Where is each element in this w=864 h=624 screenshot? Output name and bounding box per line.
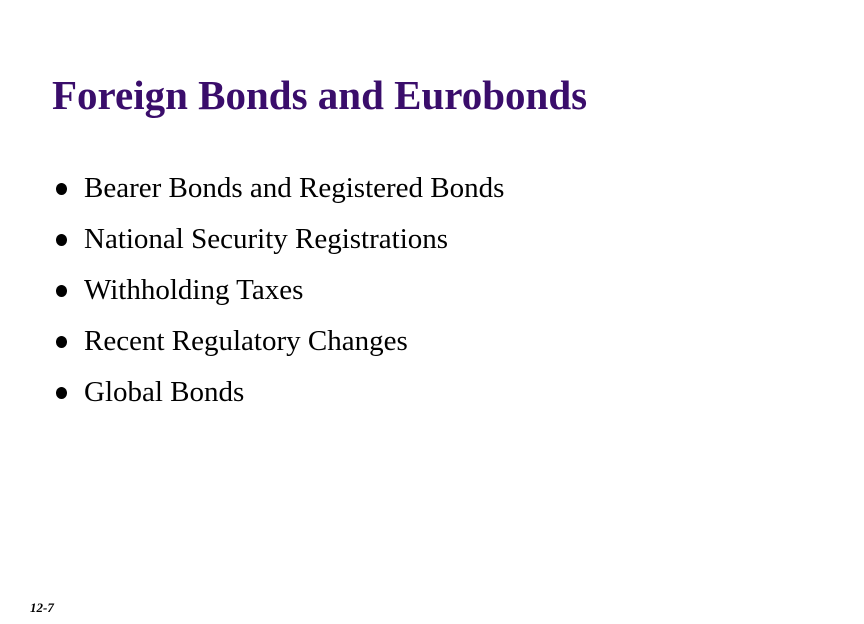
bullet-item <box>52 163 504 214</box>
bullet-text: National Security Registrations <box>84 223 449 255</box>
bullet-text: Recent Regulatory Changes <box>84 325 408 357</box>
bullet-icon <box>56 183 67 195</box>
bullet-icon <box>56 285 67 297</box>
bullet-text: Withholding Taxes <box>84 274 304 306</box>
bullet-text: Global Bonds <box>84 376 245 408</box>
page-number: 12-7 <box>30 600 54 615</box>
bullet-item <box>52 214 504 265</box>
bullet-icon <box>56 387 67 399</box>
bullet-icon <box>56 336 67 348</box>
bullet-text: Bearer Bonds and Registered Bonds <box>84 172 505 204</box>
bullet-list <box>52 163 504 418</box>
bullet-item <box>52 316 504 367</box>
bullet-icon <box>56 234 67 246</box>
slide-title: Foreign Bonds and Eurobonds <box>52 72 588 118</box>
bullet-item <box>52 367 504 418</box>
bullet-item <box>52 265 504 316</box>
